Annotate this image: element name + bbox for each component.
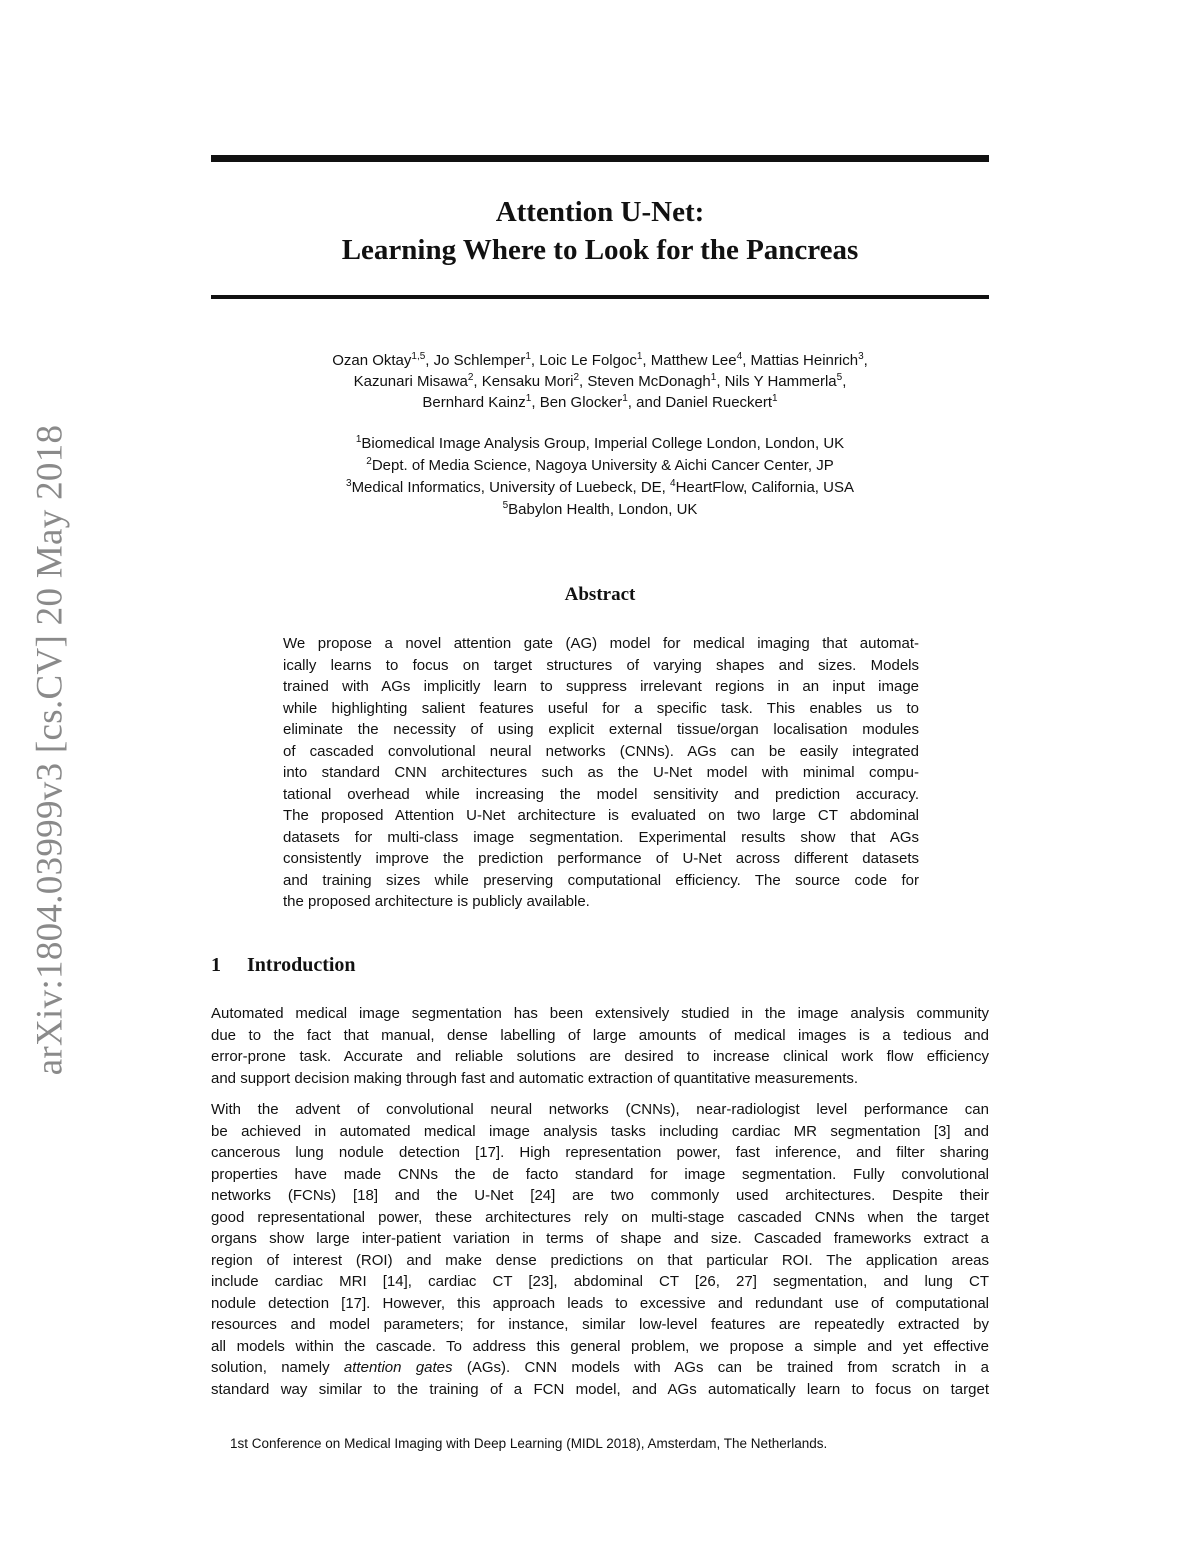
author-affiliation-mark: 4 [736, 351, 743, 362]
author-affiliation-mark: 2 [467, 372, 474, 383]
author-name: Daniel Rueckert [665, 394, 773, 411]
author-affiliation-mark: 1 [622, 393, 628, 404]
author-separator: , [716, 373, 725, 390]
paragraph-line: organs show large inter-patient variation in terms of shape and size. Cascaded frameworks extract a [211, 1230, 989, 1247]
affiliation-mark: 1 [355, 434, 362, 445]
affiliation-mark: 4 [670, 478, 676, 489]
author-line-1 [211, 350, 989, 371]
author-separator: , [863, 352, 868, 369]
abstract-line: The proposed Attention U-Net architecture is evaluated on two large CT abdominal [283, 807, 919, 824]
section-title: Introduction [247, 954, 356, 976]
paragraph-line: good representational power, these architectures rely on multi-stage cascaded CNNs when the target [211, 1208, 989, 1226]
author-affiliation-mark: 1 [772, 393, 778, 404]
paragraph-line: nodule detection [17]. However, this approach leads to excessive and redundant use of computational [211, 1294, 989, 1312]
title-line-1: Attention U-Net: [495, 196, 705, 228]
author-separator: , [531, 394, 540, 411]
introduction-paragraph-1 [211, 1003, 989, 1089]
author-name: Mattias Heinrich [750, 352, 859, 369]
author-separator: , [530, 352, 540, 369]
abstract-line: tational overhead while increasing the model sensitivity and prediction accuracy. [283, 785, 919, 803]
arxiv-identifier-stamp: arXiv:1804.03999v3 [cs.CV] 20 May 2018 [29, 424, 71, 1076]
abstract-line: the proposed architecture is publicly available. [283, 893, 590, 910]
section-number: 1 [211, 954, 221, 976]
paragraph-line: cancerous lung nodule detection [17]. High representation power, fast inference, and filter sharing [211, 1144, 989, 1161]
paragraph-text: (AGs). CNN models with AGs can be trained from scratch in a [452, 1359, 989, 1376]
paragraph-line: With the advent of convolutional neural networks (CNNs), near-radiologist level performance can [211, 1101, 989, 1118]
paragraph-line: be achieved in automated medical image analysis tasks including cardiac MR segmentation [3] and [211, 1122, 989, 1140]
abstract-line: and training sizes while preserving computational efficiency. The source code for [283, 871, 919, 889]
author-list [211, 350, 989, 413]
author-name: Matthew Lee [650, 352, 737, 369]
author-separator: , [742, 352, 751, 369]
author-name: Loic Le Folgoc [539, 352, 637, 369]
author-separator: , [473, 373, 482, 390]
title-rule-bottom [211, 295, 989, 299]
conference-footnote: 1st Conference on Medical Imaging with Deep Learning (MIDL 2018), Amsterdam, The Netherlands. [230, 1436, 828, 1451]
author-affiliation-mark: 5 [836, 372, 843, 383]
paragraph-line: all models within the cascade. To address this general problem, we propose a simple and yet effective [211, 1337, 989, 1355]
affiliation-list [211, 433, 989, 521]
abstract-line: while highlighting salient features useful for a specific task. This enables us to [283, 699, 919, 717]
abstract-line: trained with AGs implicitly learn to suppress irrelevant regions in an input image [283, 678, 919, 695]
abstract-line: consistently improve the prediction performance of U-Net across different datasets [283, 850, 919, 867]
paragraph-line: Automated medical image segmentation has been extensively studied in the image analysis community [211, 1005, 989, 1022]
paragraph-line: include cardiac MRI [14], cardiac CT [23], abdominal CT [26, 27] segmentation, and lung CT [211, 1273, 989, 1290]
emphasized-term: attention gates [343, 1359, 453, 1376]
paragraph-line: networks (FCNs) [18] and the U-Net [24] are two commonly used architectures. Despite their [211, 1187, 989, 1204]
affiliation-text: Dept. of Media Science, Nagoya University & Aichi Cancer Center, JP [371, 457, 834, 474]
affiliation-line [211, 455, 989, 477]
author-separator: , and [627, 394, 666, 411]
affiliation-text: Babylon Health, London, UK [508, 501, 698, 518]
abstract-body [283, 633, 919, 913]
author-name: Kensaku Mori [481, 373, 574, 390]
title-line-2: Learning Where to Look for the Pancreas [341, 234, 859, 266]
affiliation-text: HeartFlow, California, USA [675, 479, 854, 496]
author-separator: , [642, 352, 651, 369]
author-name: Ben Glocker [539, 394, 623, 411]
paragraph-line: properties have made CNNs the de facto standard for image segmentation. Fully convolutional [211, 1165, 989, 1183]
abstract-line: We propose a novel attention gate (AG) model for medical imaging that automat- [283, 635, 919, 652]
abstract-line: eliminate the necessity of using explicit external tissue/organ localisation modules [283, 721, 919, 738]
affiliation-mark: 5 [502, 500, 509, 511]
author-separator: , [579, 373, 588, 390]
author-affiliation-mark: 1 [525, 393, 532, 404]
author-affiliation-mark: 1 [525, 351, 531, 362]
author-name: Steven McDonagh [587, 373, 711, 390]
author-name: Ozan Oktay [332, 352, 412, 369]
author-affiliation-mark: 1,5 [411, 351, 426, 362]
paragraph-line: standard way similar to the training of a FCN model, and AGs automatically learn to focus on target [211, 1380, 989, 1398]
paragraph-line: resources and model parameters; for instance, similar low-level features are repeatedly extracted by [211, 1316, 989, 1333]
paragraph-line: due to the fact that manual, dense labelling of large amounts of medical images is a tedious and [211, 1026, 989, 1044]
author-separator: , [842, 373, 847, 390]
paragraph-line: and support decision making through fast and automatic extraction of quantitative measurements. [211, 1069, 859, 1087]
affiliation-mark: 3 [346, 478, 352, 489]
paragraph-line: region of interest (ROI) and make dense predictions on that particular ROI. The application areas [211, 1251, 989, 1269]
section-heading-introduction [211, 954, 356, 977]
abstract-line: datasets for multi-class image segmentation. Experimental results show that AGs [283, 828, 919, 846]
affiliation-line [211, 477, 989, 499]
author-affiliation-mark: 2 [573, 372, 580, 383]
affiliation-line [211, 433, 989, 455]
abstract-line: ically learns to focus on target structures of varying shapes and sizes. Models [283, 656, 919, 674]
paragraph-line: error-prone task. Accurate and reliable solutions are desired to increase clinical work flow efficiency [211, 1048, 989, 1065]
introduction-paragraph-2 [211, 1099, 989, 1400]
abstract-heading: Abstract [564, 584, 636, 605]
abstract-line: into standard CNN architectures such as the U-Net model with minimal compu- [283, 764, 919, 781]
affiliation-text: Medical Informatics, University of Luebeck, DE, [351, 479, 671, 496]
author-affiliation-mark: 1 [636, 351, 643, 362]
author-name: Jo Schlemper [433, 352, 526, 369]
author-name: Bernhard Kainz [422, 394, 526, 411]
author-name: Kazunari Misawa [353, 373, 468, 390]
title-rule-top [211, 155, 989, 162]
paragraph-text: solution, namely [211, 1359, 344, 1376]
abstract-line: of cascaded convolutional neural networks (CNNs). AGs can be easily integrated [283, 742, 919, 760]
author-affiliation-mark: 3 [858, 351, 864, 362]
affiliation-line [211, 499, 989, 521]
affiliation-mark: 2 [366, 456, 372, 467]
author-affiliation-mark: 1 [710, 372, 717, 383]
author-name: Nils Y Hammerla [724, 373, 837, 390]
paper-title [211, 193, 989, 269]
affiliation-text: Biomedical Image Analysis Group, Imperial College London, London, UK [361, 435, 845, 452]
author-line-3 [211, 392, 989, 413]
author-line-2 [211, 371, 989, 392]
author-separator: , [425, 352, 434, 369]
paragraph-line [211, 1357, 989, 1379]
